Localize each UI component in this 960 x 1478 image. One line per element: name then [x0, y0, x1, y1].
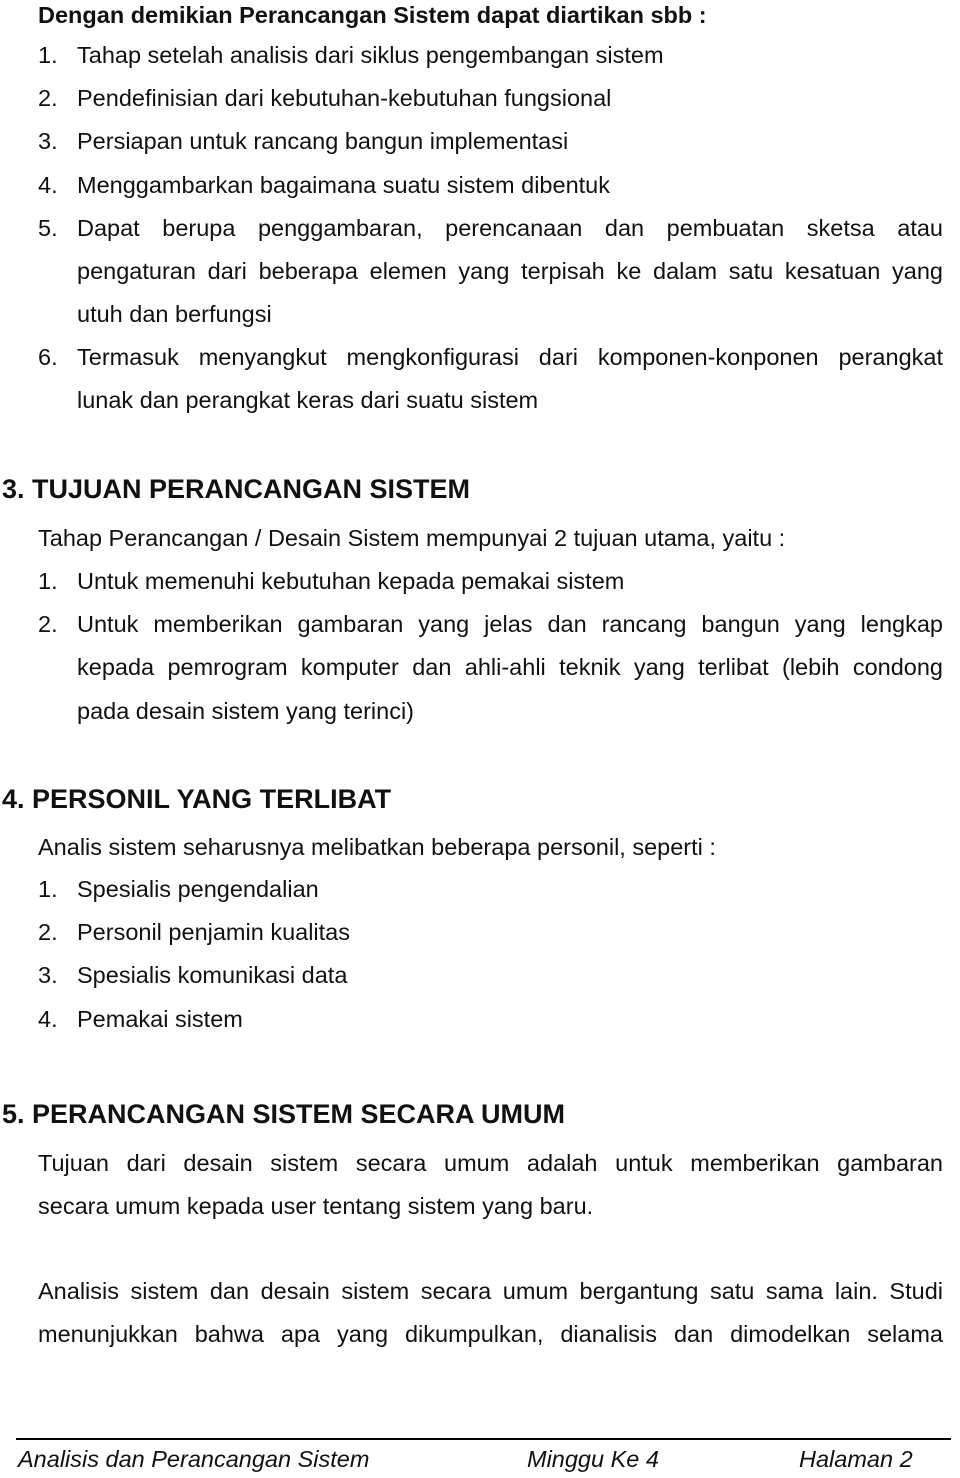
- intro-item-6-number: 6.: [38, 344, 58, 370]
- section-3-item-2-line-3: pada desain sistem yang terinci): [77, 698, 415, 724]
- footer-document-title: Analisis dan Perancangan Sistem: [18, 1446, 370, 1472]
- section-4-item-2-text: Personil penjamin kualitas: [77, 919, 351, 945]
- intro-item-1-text: Tahap setelah analisis dari siklus pengembangan sistem: [77, 42, 664, 68]
- section-3-item-2-number: 2.: [38, 611, 58, 637]
- intro-item-5-line-1: Dapat berupa penggambaran, perencanaan dan pembuatan sketsa atau: [77, 215, 943, 241]
- intro-item-3-text: Persiapan untuk rancang bangun implementasi: [77, 128, 569, 154]
- section-4-item-3-number: 3.: [38, 962, 58, 988]
- section-5-heading: 5. PERANCANGAN SISTEM SECARA UMUM: [2, 1099, 566, 1129]
- section-4-item-4-text: Pemakai sistem: [77, 1006, 243, 1032]
- intro-item-5-line-3: utuh dan berfungsi: [77, 301, 272, 327]
- section-4-item-4-number: 4.: [38, 1006, 58, 1032]
- intro-item-4-number: 4.: [38, 172, 58, 198]
- footer-rule: [16, 1438, 951, 1440]
- section-3-lead: Tahap Perancangan / Desain Sistem mempunyai 2 tujuan utama, yaitu :: [38, 525, 786, 551]
- intro-item-5-line-2: pengaturan dari beberapa elemen yang terpisah ke dalam satu kesatuan yang: [77, 258, 943, 284]
- section-3-item-2-line-1: Untuk memberikan gambaran yang jelas dan rancang bangun yang lengkap: [77, 611, 943, 637]
- section-5-para-2-line-2: menunjukkan bahwa apa yang dikumpulkan, dianalisis dan dimodelkan selama: [38, 1321, 943, 1347]
- intro-item-2-number: 2.: [38, 85, 58, 111]
- intro-item-6-line-1: Termasuk menyangkut mengkonfigurasi dari komponen-konponen perangkat: [77, 344, 943, 370]
- section-4-item-1-text: Spesialis pengendalian: [77, 876, 319, 902]
- intro-item-2-text: Pendefinisian dari kebutuhan-kebutuhan fungsional: [77, 85, 612, 111]
- section-5-para-2-line-1: Analisis sistem dan desain sistem secara umum bergantung satu sama lain. Studi: [38, 1278, 943, 1304]
- section-4-lead: Analis sistem seharusnya melibatkan beberapa personil, seperti :: [38, 834, 716, 860]
- section-5-para-1-line-1: Tujuan dari desain sistem secara umum adalah untuk memberikan gambaran: [38, 1150, 943, 1176]
- footer-week: Minggu Ke 4: [527, 1446, 659, 1472]
- section-4-item-2-number: 2.: [38, 919, 58, 945]
- intro-title: Dengan demikian Perancangan Sistem dapat diartikan sbb :: [38, 2, 707, 28]
- intro-item-1-number: 1.: [38, 42, 58, 68]
- intro-item-4-text: Menggambarkan bagaimana suatu sistem dibentuk: [77, 172, 610, 198]
- section-4-heading: 4. PERSONIL YANG TERLIBAT: [2, 784, 392, 814]
- section-3-item-1-number: 1.: [38, 568, 58, 594]
- section-3-item-1-text: Untuk memenuhi kebutuhan kepada pemakai sistem: [77, 568, 625, 594]
- intro-item-6-line-2: lunak dan perangkat keras dari suatu sistem: [77, 387, 539, 413]
- section-4-item-1-number: 1.: [38, 876, 58, 902]
- intro-item-5-number: 5.: [38, 215, 58, 241]
- section-3-item-2-line-2: kepada pemrogram komputer dan ahli-ahli teknik yang terlibat (lebih condong: [77, 654, 943, 680]
- section-4-item-3-text: Spesialis komunikasi data: [77, 962, 348, 988]
- section-5-para-1-line-2: secara umum kepada user tentang sistem yang baru.: [38, 1193, 594, 1219]
- section-3-heading: 3. TUJUAN PERANCANGAN SISTEM: [2, 474, 471, 504]
- footer-page-number: Halaman 2: [799, 1446, 913, 1472]
- intro-item-3-number: 3.: [38, 128, 58, 154]
